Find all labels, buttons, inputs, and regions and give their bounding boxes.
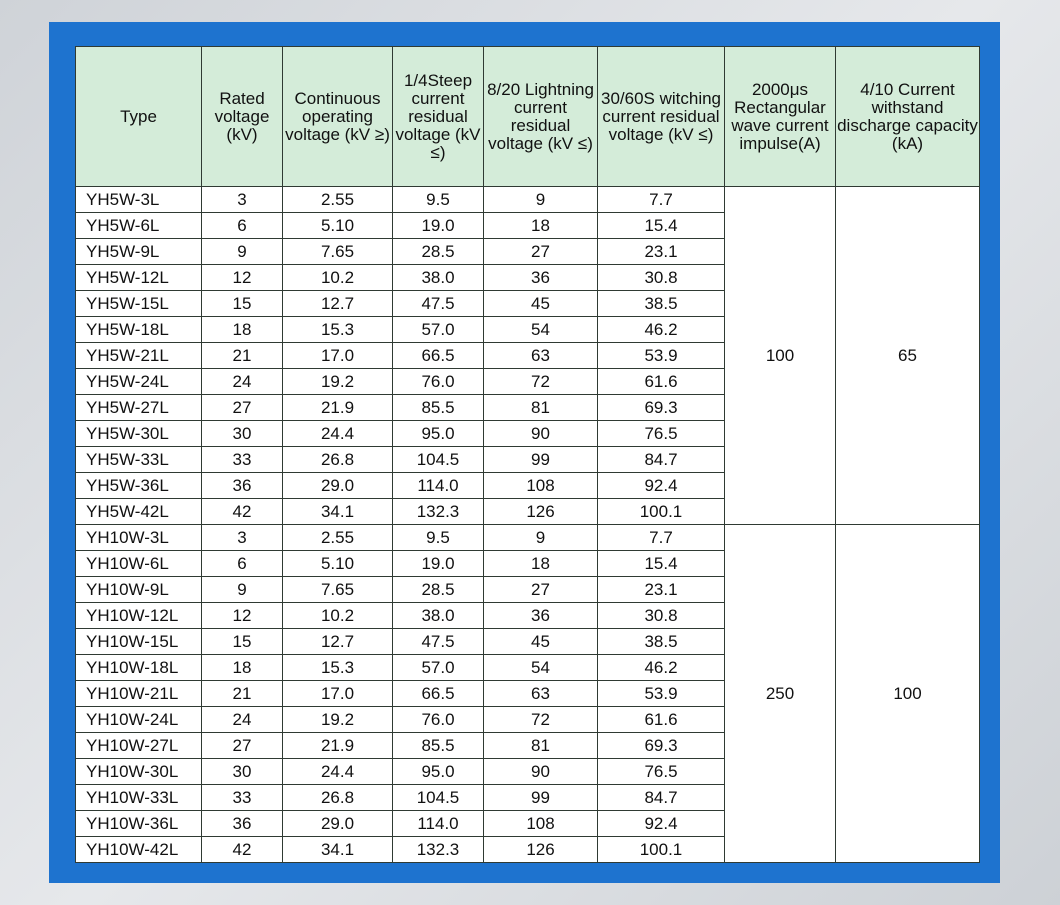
cell-lightning-current: 63 — [484, 681, 598, 707]
cell-switching-current: 15.4 — [598, 551, 725, 577]
cell-rated-voltage: 27 — [202, 395, 283, 421]
cell-lightning-current: 54 — [484, 317, 598, 343]
cell-lightning-current: 9 — [484, 187, 598, 213]
cell-type: YH10W-21L — [76, 681, 202, 707]
cell-lightning-current: 126 — [484, 499, 598, 525]
cell-discharge-capacity: 65 — [836, 187, 980, 525]
cell-switching-current: 7.7 — [598, 525, 725, 551]
cell-rated-voltage: 33 — [202, 785, 283, 811]
spec-sheet — [75, 46, 979, 863]
cell-continuous-voltage: 17.0 — [283, 681, 393, 707]
table-row — [76, 187, 980, 213]
cell-steep-current: 47.5 — [393, 291, 484, 317]
cell-lightning-current: 27 — [484, 239, 598, 265]
cell-lightning-current: 99 — [484, 785, 598, 811]
cell-continuous-voltage: 15.3 — [283, 317, 393, 343]
cell-type: YH5W-15L — [76, 291, 202, 317]
cell-type: YH5W-33L — [76, 447, 202, 473]
cell-switching-current: 46.2 — [598, 317, 725, 343]
cell-rated-voltage: 3 — [202, 525, 283, 551]
cell-continuous-voltage: 19.2 — [283, 707, 393, 733]
cell-switching-current: 84.7 — [598, 785, 725, 811]
cell-rated-voltage: 6 — [202, 213, 283, 239]
cell-lightning-current: 108 — [484, 473, 598, 499]
cell-lightning-current: 72 — [484, 369, 598, 395]
cell-steep-current: 85.5 — [393, 733, 484, 759]
cell-continuous-voltage: 7.65 — [283, 577, 393, 603]
cell-rated-voltage: 9 — [202, 239, 283, 265]
header-steep-current: 1/4Steep current residual voltage (kV ≤) — [393, 47, 484, 187]
cell-switching-current: 53.9 — [598, 681, 725, 707]
cell-rated-voltage: 15 — [202, 291, 283, 317]
cell-steep-current: 19.0 — [393, 213, 484, 239]
cell-continuous-voltage: 17.0 — [283, 343, 393, 369]
cell-lightning-current: 99 — [484, 447, 598, 473]
cell-steep-current: 104.5 — [393, 785, 484, 811]
cell-steep-current: 38.0 — [393, 265, 484, 291]
cell-steep-current: 57.0 — [393, 317, 484, 343]
cell-type: YH5W-36L — [76, 473, 202, 499]
cell-continuous-voltage: 12.7 — [283, 629, 393, 655]
cell-continuous-voltage: 21.9 — [283, 395, 393, 421]
cell-rated-voltage: 15 — [202, 629, 283, 655]
cell-rectangular-wave: 100 — [725, 187, 836, 525]
cell-steep-current: 28.5 — [393, 577, 484, 603]
cell-steep-current: 114.0 — [393, 811, 484, 837]
cell-rectangular-wave: 250 — [725, 525, 836, 863]
cell-lightning-current: 81 — [484, 733, 598, 759]
cell-type: YH10W-42L — [76, 837, 202, 863]
cell-continuous-voltage: 34.1 — [283, 837, 393, 863]
header-row — [76, 47, 980, 187]
arrester-spec-table — [75, 46, 980, 863]
cell-steep-current: 114.0 — [393, 473, 484, 499]
cell-lightning-current: 45 — [484, 629, 598, 655]
cell-switching-current: 76.5 — [598, 759, 725, 785]
cell-lightning-current: 54 — [484, 655, 598, 681]
cell-continuous-voltage: 29.0 — [283, 473, 393, 499]
cell-steep-current: 95.0 — [393, 759, 484, 785]
cell-rated-voltage: 36 — [202, 473, 283, 499]
cell-steep-current: 9.5 — [393, 525, 484, 551]
cell-type: YH10W-33L — [76, 785, 202, 811]
cell-rated-voltage: 24 — [202, 707, 283, 733]
cell-type: YH5W-6L — [76, 213, 202, 239]
cell-lightning-current: 63 — [484, 343, 598, 369]
cell-switching-current: 84.7 — [598, 447, 725, 473]
cell-type: YH5W-27L — [76, 395, 202, 421]
cell-discharge-capacity: 100 — [836, 525, 980, 863]
cell-steep-current: 104.5 — [393, 447, 484, 473]
cell-switching-current: 30.8 — [598, 603, 725, 629]
cell-rated-voltage: 42 — [202, 837, 283, 863]
blue-frame — [49, 22, 1000, 883]
cell-steep-current: 66.5 — [393, 343, 484, 369]
cell-lightning-current: 45 — [484, 291, 598, 317]
table-body — [76, 187, 980, 863]
cell-lightning-current: 36 — [484, 265, 598, 291]
cell-rated-voltage: 12 — [202, 265, 283, 291]
cell-switching-current: 23.1 — [598, 239, 725, 265]
cell-rated-voltage: 21 — [202, 343, 283, 369]
cell-type: YH5W-24L — [76, 369, 202, 395]
cell-switching-current: 92.4 — [598, 473, 725, 499]
cell-switching-current: 15.4 — [598, 213, 725, 239]
cell-switching-current: 23.1 — [598, 577, 725, 603]
cell-rated-voltage: 12 — [202, 603, 283, 629]
cell-lightning-current: 72 — [484, 707, 598, 733]
cell-switching-current: 100.1 — [598, 499, 725, 525]
cell-continuous-voltage: 26.8 — [283, 785, 393, 811]
header-switching-current: 30/60S witching current residual voltage (kV ≤) — [598, 47, 725, 187]
cell-lightning-current: 18 — [484, 213, 598, 239]
cell-type: YH5W-12L — [76, 265, 202, 291]
header-rated-voltage: Rated voltage (kV) — [202, 47, 283, 187]
cell-type: YH10W-36L — [76, 811, 202, 837]
cell-continuous-voltage: 12.7 — [283, 291, 393, 317]
cell-steep-current: 85.5 — [393, 395, 484, 421]
cell-type: YH5W-30L — [76, 421, 202, 447]
cell-steep-current: 28.5 — [393, 239, 484, 265]
cell-switching-current: 61.6 — [598, 369, 725, 395]
cell-switching-current: 100.1 — [598, 837, 725, 863]
cell-rated-voltage: 9 — [202, 577, 283, 603]
cell-continuous-voltage: 2.55 — [283, 525, 393, 551]
cell-type: YH5W-18L — [76, 317, 202, 343]
cell-rated-voltage: 6 — [202, 551, 283, 577]
cell-type: YH10W-30L — [76, 759, 202, 785]
cell-switching-current: 38.5 — [598, 291, 725, 317]
cell-lightning-current: 90 — [484, 759, 598, 785]
cell-rated-voltage: 18 — [202, 655, 283, 681]
cell-steep-current: 66.5 — [393, 681, 484, 707]
cell-type: YH10W-6L — [76, 551, 202, 577]
cell-switching-current: 69.3 — [598, 395, 725, 421]
cell-rated-voltage: 18 — [202, 317, 283, 343]
table-row — [76, 525, 980, 551]
cell-continuous-voltage: 5.10 — [283, 551, 393, 577]
cell-rated-voltage: 42 — [202, 499, 283, 525]
cell-switching-current: 7.7 — [598, 187, 725, 213]
cell-type: YH5W-21L — [76, 343, 202, 369]
cell-rated-voltage: 27 — [202, 733, 283, 759]
cell-steep-current: 9.5 — [393, 187, 484, 213]
cell-type: YH10W-15L — [76, 629, 202, 655]
cell-type: YH10W-3L — [76, 525, 202, 551]
cell-lightning-current: 18 — [484, 551, 598, 577]
header-discharge-capacity: 4/10 Current withstand discharge capacity (kA) — [836, 47, 980, 187]
cell-continuous-voltage: 5.10 — [283, 213, 393, 239]
cell-lightning-current: 90 — [484, 421, 598, 447]
cell-lightning-current: 9 — [484, 525, 598, 551]
cell-steep-current: 76.0 — [393, 707, 484, 733]
cell-type: YH10W-18L — [76, 655, 202, 681]
cell-steep-current: 47.5 — [393, 629, 484, 655]
cell-rated-voltage: 36 — [202, 811, 283, 837]
cell-continuous-voltage: 24.4 — [283, 421, 393, 447]
cell-type: YH5W-3L — [76, 187, 202, 213]
cell-type: YH10W-9L — [76, 577, 202, 603]
table-header — [76, 47, 980, 187]
cell-switching-current: 69.3 — [598, 733, 725, 759]
cell-type: YH10W-12L — [76, 603, 202, 629]
cell-switching-current: 38.5 — [598, 629, 725, 655]
cell-switching-current: 76.5 — [598, 421, 725, 447]
cell-continuous-voltage: 24.4 — [283, 759, 393, 785]
cell-continuous-voltage: 29.0 — [283, 811, 393, 837]
cell-switching-current: 53.9 — [598, 343, 725, 369]
cell-continuous-voltage: 7.65 — [283, 239, 393, 265]
cell-continuous-voltage: 15.3 — [283, 655, 393, 681]
cell-rated-voltage: 24 — [202, 369, 283, 395]
cell-switching-current: 30.8 — [598, 265, 725, 291]
cell-type: YH10W-24L — [76, 707, 202, 733]
header-lightning-current: 8/20 Lightning current residual voltage (kV ≤) — [484, 47, 598, 187]
cell-steep-current: 19.0 — [393, 551, 484, 577]
cell-type: YH10W-27L — [76, 733, 202, 759]
cell-rated-voltage: 3 — [202, 187, 283, 213]
cell-continuous-voltage: 2.55 — [283, 187, 393, 213]
cell-type: YH5W-42L — [76, 499, 202, 525]
cell-steep-current: 132.3 — [393, 499, 484, 525]
cell-steep-current: 95.0 — [393, 421, 484, 447]
cell-continuous-voltage: 19.2 — [283, 369, 393, 395]
cell-type: YH5W-9L — [76, 239, 202, 265]
cell-steep-current: 38.0 — [393, 603, 484, 629]
cell-switching-current: 92.4 — [598, 811, 725, 837]
header-continuous-voltage: Continuous operating voltage (kV ≥) — [283, 47, 393, 187]
cell-rated-voltage: 33 — [202, 447, 283, 473]
cell-continuous-voltage: 10.2 — [283, 603, 393, 629]
cell-switching-current: 61.6 — [598, 707, 725, 733]
cell-lightning-current: 27 — [484, 577, 598, 603]
cell-switching-current: 46.2 — [598, 655, 725, 681]
cell-continuous-voltage: 26.8 — [283, 447, 393, 473]
cell-steep-current: 76.0 — [393, 369, 484, 395]
cell-rated-voltage: 30 — [202, 759, 283, 785]
cell-lightning-current: 36 — [484, 603, 598, 629]
cell-steep-current: 57.0 — [393, 655, 484, 681]
cell-lightning-current: 126 — [484, 837, 598, 863]
cell-continuous-voltage: 10.2 — [283, 265, 393, 291]
cell-continuous-voltage: 21.9 — [283, 733, 393, 759]
cell-continuous-voltage: 34.1 — [283, 499, 393, 525]
cell-rated-voltage: 30 — [202, 421, 283, 447]
header-rectangular-wave: 2000μs Rectangular wave current impulse(A) — [725, 47, 836, 187]
cell-lightning-current: 108 — [484, 811, 598, 837]
cell-rated-voltage: 21 — [202, 681, 283, 707]
header-type: Type — [76, 47, 202, 187]
cell-steep-current: 132.3 — [393, 837, 484, 863]
cell-lightning-current: 81 — [484, 395, 598, 421]
